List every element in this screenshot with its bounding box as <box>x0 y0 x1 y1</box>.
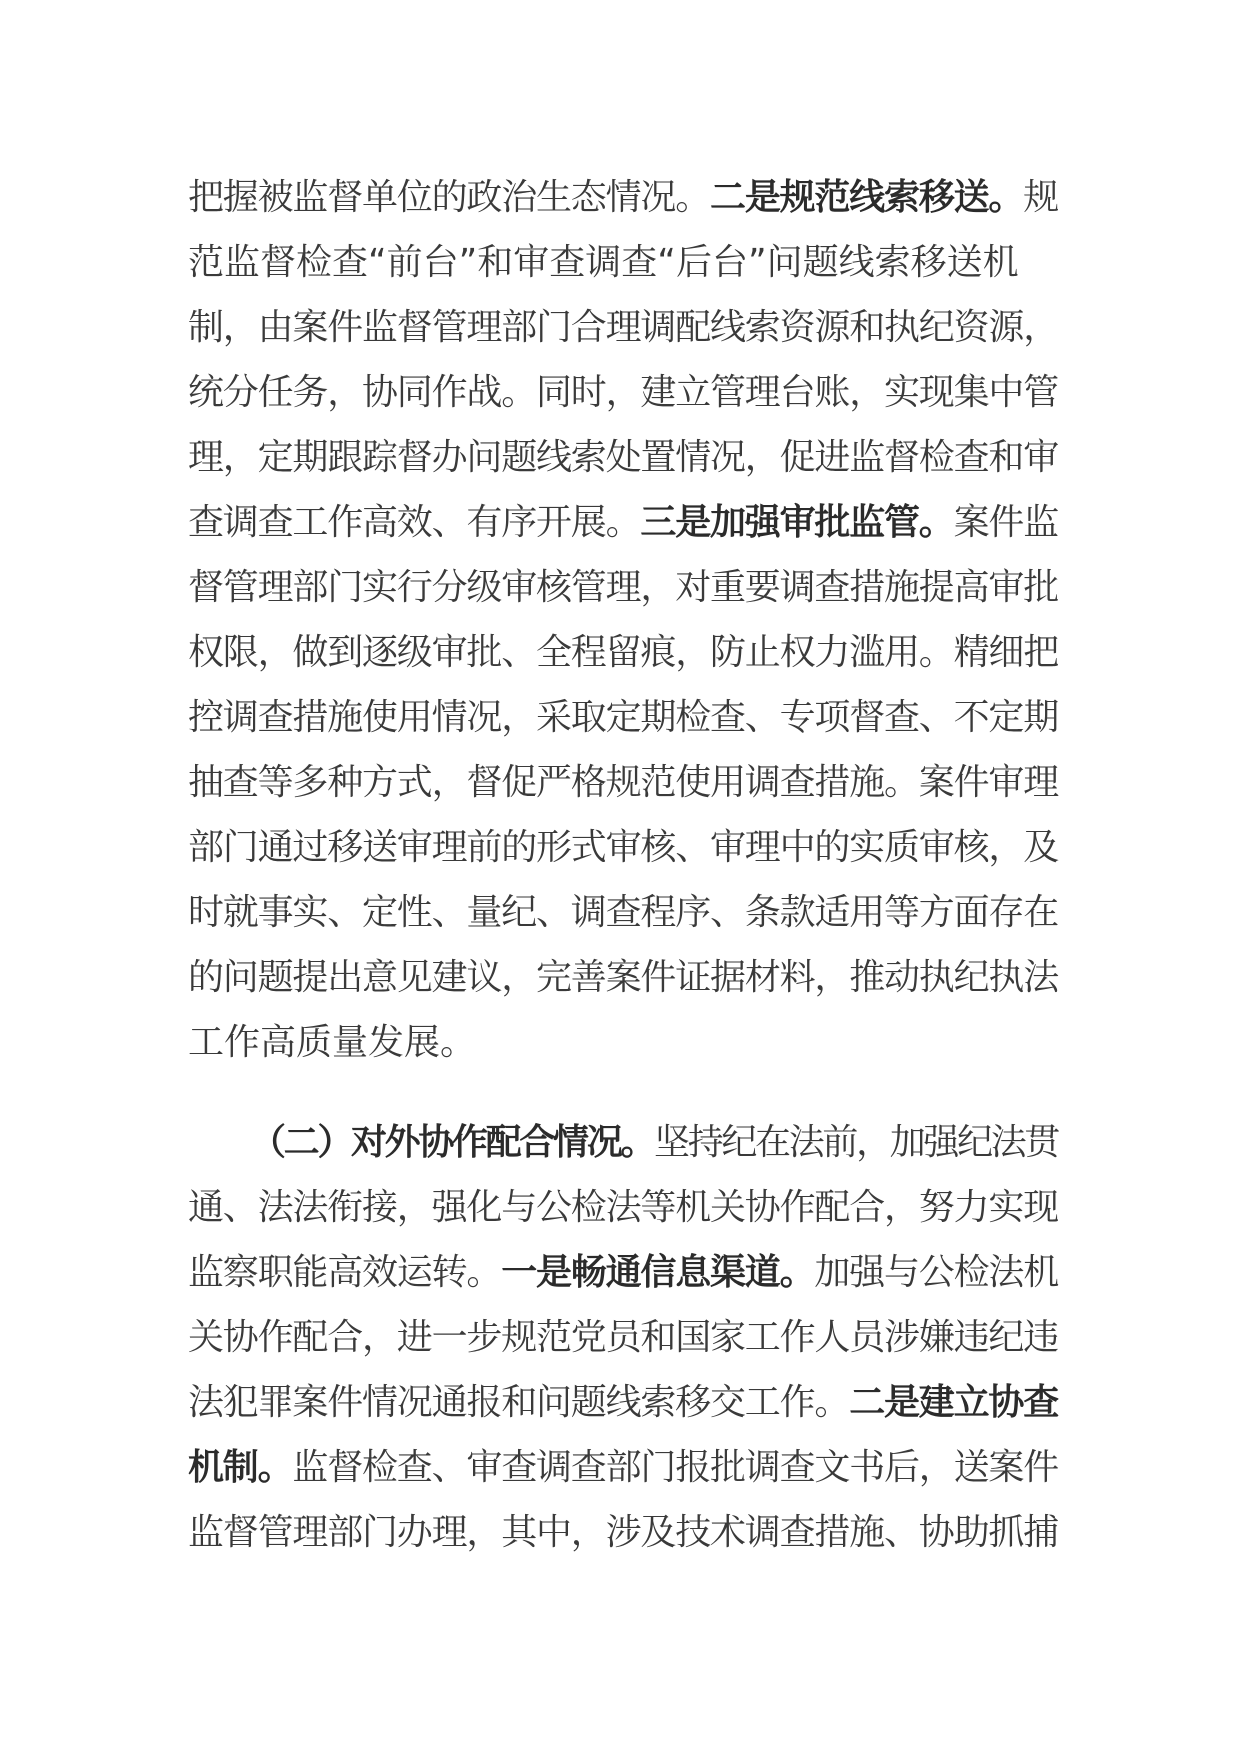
text-run: 工作高质量发展。 <box>188 1022 477 1063</box>
text-run: 监察职能高效运转。 <box>188 1252 502 1293</box>
text-line <box>188 1010 1058 1075</box>
text-run: 权限，做到逐级审批、全程留痕，防止权力滥用。精细把 <box>188 632 1059 673</box>
bold-heading: 二是规范线索移送。 <box>710 177 1024 218</box>
text-run: 抽查等多种方式，督促严格规范使用调查措施。案件审理 <box>188 762 1059 803</box>
bold-heading: 一是畅通信息渠道。 <box>501 1252 815 1293</box>
text-run: 制，由案件监督管理部门合理调配线索资源和执纪资源， <box>188 307 1059 348</box>
text-line <box>188 555 1058 620</box>
text-line <box>188 360 1058 425</box>
text-line <box>188 1500 1058 1565</box>
bold-heading: 机制。 <box>188 1447 293 1488</box>
text-run: 监督检查、审查调查部门报批调查文书后，送案件 <box>292 1447 1059 1488</box>
text-line <box>188 425 1058 490</box>
text-line <box>188 1110 1058 1175</box>
paragraph-2 <box>188 1110 1058 1565</box>
text-run: 规 <box>1023 177 1059 218</box>
text-run: 范监督检查“前台”和审查调查“后台”问题线索移送机 <box>188 242 1019 283</box>
text-run: 督管理部门实行分级审核管理，对重要调查措施提高审批 <box>188 567 1059 608</box>
text-run: 案件监 <box>953 502 1059 543</box>
text-line <box>188 685 1058 750</box>
text-run: 控调查措施使用情况，采取定期检查、专项督查、不定期 <box>188 697 1059 738</box>
text-line <box>188 165 1058 230</box>
text-run: 监督管理部门办理，其中，涉及技术调查措施、协助抓捕 <box>188 1512 1059 1553</box>
text-line <box>188 880 1058 945</box>
text-run: 统分任务，协同作战。同时，建立管理台账，实现集中管 <box>188 372 1059 413</box>
text-run: 的问题提出意见建议，完善案件证据材料，推动执纪执法 <box>188 957 1059 998</box>
text-line <box>188 490 1058 555</box>
text-run: 理，定期跟踪督办问题线索处置情况，促进监督检查和审 <box>188 437 1059 478</box>
text-run: 把握被监督单位的政治生态情况。 <box>188 177 711 218</box>
text-line <box>188 945 1058 1010</box>
section-heading: （二）对外协作配合情况。 <box>250 1122 655 1163</box>
paragraph-1 <box>188 165 1058 1075</box>
text-line <box>188 1305 1058 1370</box>
text-run: 时就事实、定性、量纪、调查程序、条款适用等方面存在 <box>188 892 1059 933</box>
text-line <box>188 1435 1058 1500</box>
text-line <box>188 815 1058 880</box>
text-run: 通、法法衔接，强化与公检法等机关协作配合，努力实现 <box>188 1187 1059 1228</box>
bold-heading: 三是加强审批监管。 <box>640 502 954 543</box>
text-line <box>188 620 1058 685</box>
text-run: 关协作配合，进一步规范党员和国家工作人员涉嫌违纪违 <box>188 1317 1059 1358</box>
text-run: 坚持纪在法前，加强纪法贯 <box>654 1122 1059 1163</box>
text-run: 查调查工作高效、有序开展。 <box>188 502 641 543</box>
text-line <box>188 230 1058 295</box>
bold-heading: 二是建立协查 <box>849 1382 1059 1423</box>
text-line <box>188 750 1058 815</box>
text-line <box>188 295 1058 360</box>
text-run: 法犯罪案件情况通报和问题线索移交工作。 <box>188 1382 850 1423</box>
text-line <box>188 1370 1058 1435</box>
text-run: 加强与公检法机 <box>814 1252 1059 1293</box>
text-line <box>188 1240 1058 1305</box>
text-run: 部门通过移送审理前的形式审核、审理中的实质审核，及 <box>188 827 1059 868</box>
text-line <box>188 1175 1058 1240</box>
